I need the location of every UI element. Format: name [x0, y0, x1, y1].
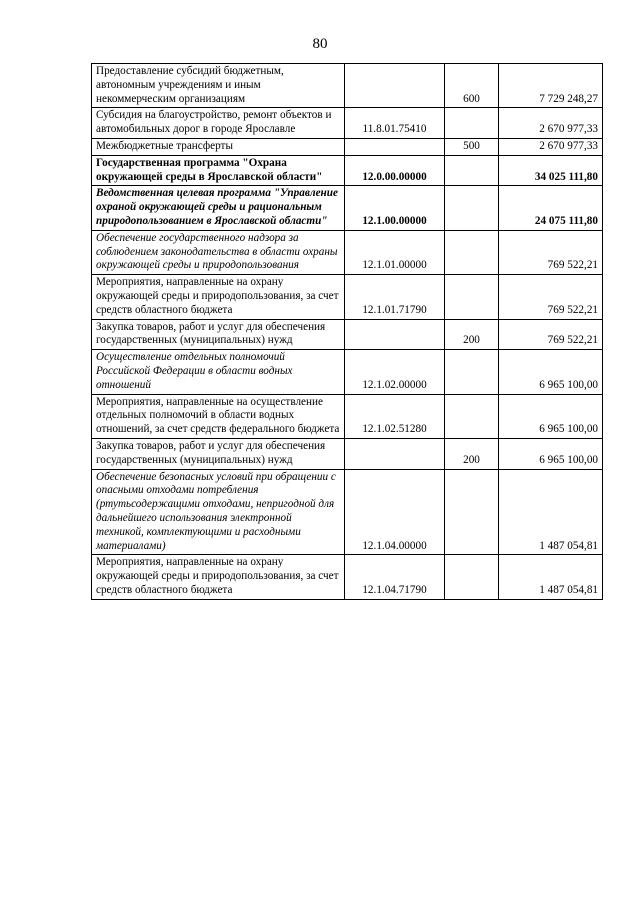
- row-amount-cell: 6 965 100,00: [499, 438, 603, 469]
- row-expense-type-cell: 500: [445, 138, 499, 155]
- row-code-cell: [345, 64, 445, 108]
- row-code-cell: [345, 438, 445, 469]
- row-amount-cell: 7 729 248,27: [499, 64, 603, 108]
- row-code-cell: 11.8.01.75410: [345, 108, 445, 139]
- row-expense-type-cell: 600: [445, 64, 499, 108]
- row-expense-type-cell: [445, 108, 499, 139]
- budget-table-body: [92, 64, 603, 600]
- table-row: [92, 319, 603, 350]
- table-row: [92, 138, 603, 155]
- table-row: [92, 438, 603, 469]
- row-expense-type-cell: [445, 394, 499, 438]
- row-amount-cell: 34 025 111,80: [499, 155, 603, 186]
- row-code-cell: 12.1.01.00000: [345, 230, 445, 274]
- table-row: [92, 394, 603, 438]
- row-amount-cell: 769 522,21: [499, 230, 603, 274]
- row-amount-cell: 6 965 100,00: [499, 350, 603, 394]
- row-name-cell: Обеспечение безопасных условий при обращении с опасными отходами потребления (ртутьсодержащими отходами, непригодной для дальнейшего использования электронной техникой, комплектующими и расходными материалами): [92, 469, 345, 555]
- table-row: [92, 469, 603, 555]
- row-expense-type-cell: [445, 469, 499, 555]
- row-name-cell: Ведомственная целевая программа "Управление охраной окружающей среды и рациональным природопользованием в Ярославской области": [92, 186, 345, 230]
- row-amount-cell: 1 487 054,81: [499, 469, 603, 555]
- row-name-cell: Обеспечение государственного надзора за соблюдением законодательства в области охраны окружающей среды и природопользования: [92, 230, 345, 274]
- row-expense-type-cell: [445, 230, 499, 274]
- table-row: [92, 555, 603, 599]
- row-name-cell: Межбюджетные трансферты: [92, 138, 345, 155]
- row-code-cell: 12.1.01.71790: [345, 275, 445, 319]
- row-name-cell: Осуществление отдельных полномочий Российской Федерации в области водных отношений: [92, 350, 345, 394]
- row-code-cell: 12.1.04.71790: [345, 555, 445, 599]
- row-name-cell: Предоставление субсидий бюджетным, автономным учреждениям и иным некоммерческим организациям: [92, 64, 345, 108]
- row-name-cell: Мероприятия, направленные на охрану окружающей среды и природопользования, за счет средств областного бюджета: [92, 275, 345, 319]
- row-name-cell: Закупка товаров, работ и услуг для обеспечения государственных (муниципальных) нужд: [92, 319, 345, 350]
- table-row: [92, 108, 603, 139]
- table-row: [92, 350, 603, 394]
- row-code-cell: 12.1.02.00000: [345, 350, 445, 394]
- row-name-cell: Государственная программа "Охрана окружающей среды в Ярославской области": [92, 155, 345, 186]
- table-row: [92, 275, 603, 319]
- row-code-cell: 12.1.00.00000: [345, 186, 445, 230]
- row-amount-cell: 2 670 977,33: [499, 138, 603, 155]
- table-row: [92, 230, 603, 274]
- row-expense-type-cell: [445, 186, 499, 230]
- row-expense-type-cell: 200: [445, 319, 499, 350]
- row-amount-cell: 769 522,21: [499, 319, 603, 350]
- row-amount-cell: 24 075 111,80: [499, 186, 603, 230]
- row-name-cell: Закупка товаров, работ и услуг для обеспечения государственных (муниципальных) нужд: [92, 438, 345, 469]
- row-amount-cell: 6 965 100,00: [499, 394, 603, 438]
- row-expense-type-cell: [445, 155, 499, 186]
- table-row: [92, 186, 603, 230]
- budget-table: [91, 63, 603, 600]
- table-row: [92, 64, 603, 108]
- row-amount-cell: 769 522,21: [499, 275, 603, 319]
- row-code-cell: [345, 319, 445, 350]
- row-expense-type-cell: 200: [445, 438, 499, 469]
- row-code-cell: [345, 138, 445, 155]
- row-name-cell: Мероприятия, направленные на охрану окружающей среды и природопользования, за счет средств областного бюджета: [92, 555, 345, 599]
- row-amount-cell: 2 670 977,33: [499, 108, 603, 139]
- row-code-cell: 12.1.04.00000: [345, 469, 445, 555]
- row-code-cell: 12.0.00.00000: [345, 155, 445, 186]
- page-number: 80: [312, 36, 328, 52]
- row-name-cell: Мероприятия, направленные на осуществление отдельных полномочий в области водных отношений, за счет средств федерального бюджета: [92, 394, 345, 438]
- row-code-cell: 12.1.02.51280: [345, 394, 445, 438]
- row-amount-cell: 1 487 054,81: [499, 555, 603, 599]
- row-expense-type-cell: [445, 555, 499, 599]
- row-expense-type-cell: [445, 350, 499, 394]
- row-name-cell: Субсидия на благоустройство, ремонт объектов и автомобильных дорог в городе Ярославле: [92, 108, 345, 139]
- row-expense-type-cell: [445, 275, 499, 319]
- table-row: [92, 155, 603, 186]
